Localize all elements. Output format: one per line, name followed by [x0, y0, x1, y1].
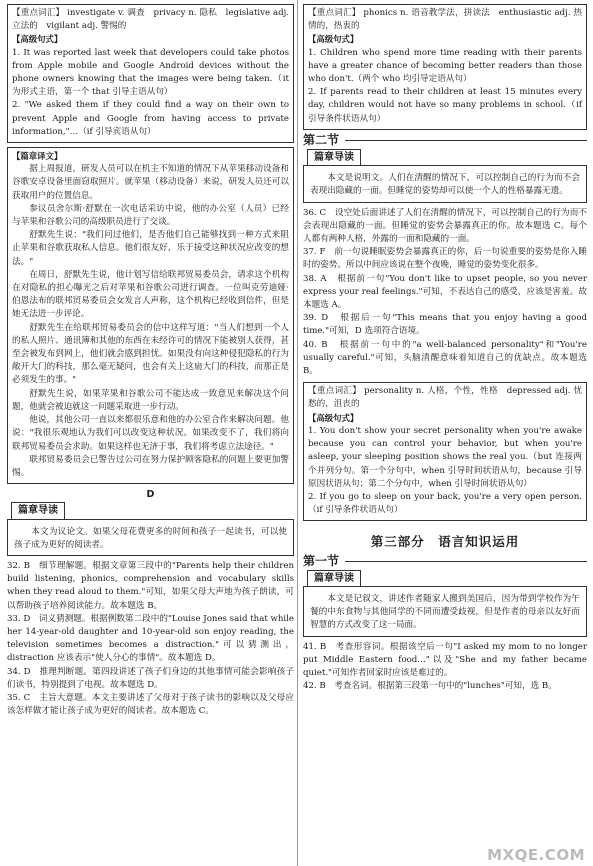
answer-item: 37. F 前一句说睡眠姿势会暴露真正的你，后一句说重要的姿势是你入睡时的姿势。所以中间应该说在整个夜晚，睡觉的姿势变化很多。: [303, 247, 587, 271]
guide-text: 本文是记叙文，讲述作者随家人搬到美国后，因为带到学校作为午餐的中东食物与其他同学的不同而遭受歧视，但是作者的母亲以友好而智慧的方式改变了这一局面。: [310, 593, 580, 631]
syntax-line: 1. Children who spend more time reading with their parents have a greater chance of becoming better readers than those who don't.（两个 who 均引导定语从句）: [308, 47, 582, 85]
section-title: [303, 134, 587, 147]
answer-item: 33. D 词义猜测题。根据例数第二段中的"Louise Jones said that while her 14-year-old daughter and 10-year-old son enjoy reading, the television sometimes becomes a distraction."可以猜测出，distraction 应该表示"使人分心的事情"。故本题选 D。: [7, 613, 294, 664]
section-title-text: 第二节: [303, 132, 340, 147]
answer-item: 42. B 考查名词。根据第三段第一句中的"lunches"可知，选 B。: [303, 681, 557, 692]
guide-heading: 篇章导读: [11, 502, 65, 519]
watermark-logo: MXQE.COM: [487, 845, 585, 864]
section-rule: [345, 140, 587, 141]
guide-block: [7, 502, 294, 556]
guide-heading: 篇章导读: [307, 149, 361, 166]
answer-item: 40. B 根据前一句中的"a well-balanced personality"和"You're usually careful."可知，头脑清醒意味着知道自己的优缺点。故本题选 B。: [303, 339, 587, 377]
answer-item: 32. B 细节理解题。根据文章第三段中的"Parents help their children build listening, phonics, comprehension and vocabulary skills when they read aloud to them."可知，如果父母大声地为孩子朗读，可以帮助孩子培养阅读能力。故本题选 B。: [7, 560, 294, 611]
translation-paragraph: 他说，其他公司一直以来都很乐意和他的办公室合作来解决问题。他说："我很乐观地认为我们可以改变这种状况。如果改变不了，我们将向联邦贸易委员会求助。如果这样也无济于事，我们将考虑立法途径。": [12, 415, 289, 452]
translation-paragraph: 参议员舍尔斯·舒默在一次电话采访中说，他的办公室（人员）已经与苹果和谷歌公司的高级职员进行了交谈。: [12, 203, 289, 228]
syntax-heading: 【高级句式】: [12, 34, 63, 45]
part-title: 第三部分 语言知识运用: [370, 534, 520, 550]
right-vocab-box: [303, 4, 587, 130]
syntax-heading: 【高级句式】: [308, 34, 359, 45]
syntax-line: 2. If parents read to their children at least 15 minutes every day, children would not have so many problems in school.（if 引导条件状语从句）: [308, 87, 582, 124]
syntax-line: 2. "We asked them if they could find a way on their own to prevent Apple and Google from having access to private information,"…（if 引导宾语从句）: [12, 100, 289, 137]
translation-paragraph: 联邦贸易委员会已警告过公司在努力保护顾客隐私的问题上要更加警惕。: [12, 454, 289, 478]
translation-paragraph: 舒默先生说："我们问过他们，是否他们自己能够找到一种方式来阻止苹果和谷歌获取私人信息。他们很友好，乐于接受这种状况应改变的想法。": [12, 230, 289, 267]
answer-item: 36. C 设空处后面讲述了人们在清醒的情况下，可以控制自己的行为而不会表现出隐藏的一面。但睡觉的姿势会暴露真正的你。故本题选 C。每个人都有两种人格，外露的一面和隐藏的一面。: [303, 207, 587, 245]
section-rule: [345, 561, 587, 562]
right-column: [303, 4, 587, 693]
vocab-line: 【重点词汇】 phonics n. 语音教学法，拼读法 enthusiastic adj. 热情的，热衷的: [308, 8, 582, 32]
syntax-line: 1. It was reported last week that developers could take photos from Apple mobile and Google Android devices without the phone owners knowing that the images were being taken.（it 为形式主语，第一个 that 引导主语从句）: [12, 47, 289, 98]
answer-item: 35. C 主旨大意题。本文主要讲述了父母对于孩子读书的影响以及父母应该怎样做才能让孩子成为更好的阅读者。故本题选 C。: [7, 692, 294, 717]
section-letter: D: [146, 489, 155, 501]
translation-paragraph: 据上周报道，研发人员可以在机主不知道的情况下从苹果移动设备和谷歌安卓设备里面窃取照片。就苹果（移动设备）来说，研发人员还可以获取用户的位置信息。: [12, 164, 289, 201]
answer-list: [303, 641, 587, 694]
answer-list: [303, 207, 587, 379]
guide-box: [303, 165, 587, 202]
section-title-text: 第一节: [303, 553, 340, 568]
guide-block: [303, 149, 587, 203]
left-vocab-box: [7, 4, 294, 143]
answer-list: [7, 560, 294, 718]
guide-heading: 篇章导读: [307, 570, 361, 587]
translation-paragraph: 舒默先生说，如果苹果和谷歌公司不能达成一致意见来解决这个问题，他就会被迫就这一问题采取进一步行动。: [12, 388, 289, 412]
syntax-heading: 【高级句式】: [308, 412, 359, 423]
vocab-line: 【重点词汇】 personality n. 人格，个性，性格 depressed adj. 忧愁的，沮丧的: [308, 386, 582, 410]
guide-box: [7, 519, 294, 556]
left-column: [7, 4, 294, 718]
guide-text: 本文是说明文。人们在清醒的情况下，可以控制自己的行为而不会表现出隐藏的一面。但睡觉的姿势却可以使一个人的性格暴露无遗。: [310, 173, 580, 197]
translation-box: [7, 147, 294, 484]
answer-item: 41. B 考查形容词。根据该空后一句"I asked my mom to no longer put Middle Eastern food…"以及"She and my father became quiet."可知作者回家时应该是难过的。: [303, 641, 587, 678]
translation-paragraph: 在周日，舒默先生说，他计划写信给联邦贸易委员会，请求这个机构在对隐私的担心曝光之后对苹果和谷歌公司进行调查。一位叫克劳迪娅·伯恩法布的联邦贸易委员会女发言人声称，这个机构已经收到信件，但是她无法进一步评论。: [12, 269, 289, 320]
right-vocab-box-2: [303, 382, 587, 521]
vocab-line: 【重点词汇】 investigate v. 调查 privacy n. 隐私 legislative adj. 立法的 vigilant adj. 警惕的: [12, 8, 289, 32]
guide-box: [303, 586, 587, 637]
answer-item: 34. D 推理判断题。第四段讲述了孩子们身边的其他事情可能会影响孩子们读书，特别提到了电视。故本题选 D。: [7, 666, 294, 690]
section-title: [303, 555, 587, 568]
syntax-line: 2. If you go to sleep on your back, you're a very open person.（if 引导条件状语从句）: [308, 491, 582, 516]
column-divider: [297, 0, 298, 866]
syntax-line: 1. You don't show your secret personality when you're awake because you can control your behavior, but when you're asleep, your sleeping position shows the real you.（but 连接两个并列分句。第一个分句中，when 引导时间状语从句，because 引导原因状语从句；第二个分句中，when 引导时间状语从句）: [308, 425, 582, 489]
translation-paragraph: 舒默先生在给联邦贸易委员会的信中这样写道："当人们想到一个人的私人照片、通讯簿和其他的东西在未经许可的情况下能被别人获得，甚至会被发布到网上，他们就会感到担忧。如果没有向这种侵犯隐私的行为敞开大门的科技，那么毫无疑问，也会有关上这扇大门的科技，而那正是必须发生的事。": [12, 322, 289, 386]
translation-label: 【篇章译文】: [12, 151, 63, 162]
answer-item: 38. A 根据前一句"You don't like to upset people, so you never express your real feelings."可知，不表达自己的感受，应该是害羞。故本题选 A。: [303, 273, 587, 311]
guide-text: 本文为议论文。如果父母花费更多的时间和孩子一起读书，可以使孩子成为更好的阅读者。: [14, 526, 287, 550]
guide-block: [303, 570, 587, 637]
answer-item: 39. D 根据后一句"This means that you enjoy having a good time."可知，D 选项符合语境。: [303, 313, 587, 337]
